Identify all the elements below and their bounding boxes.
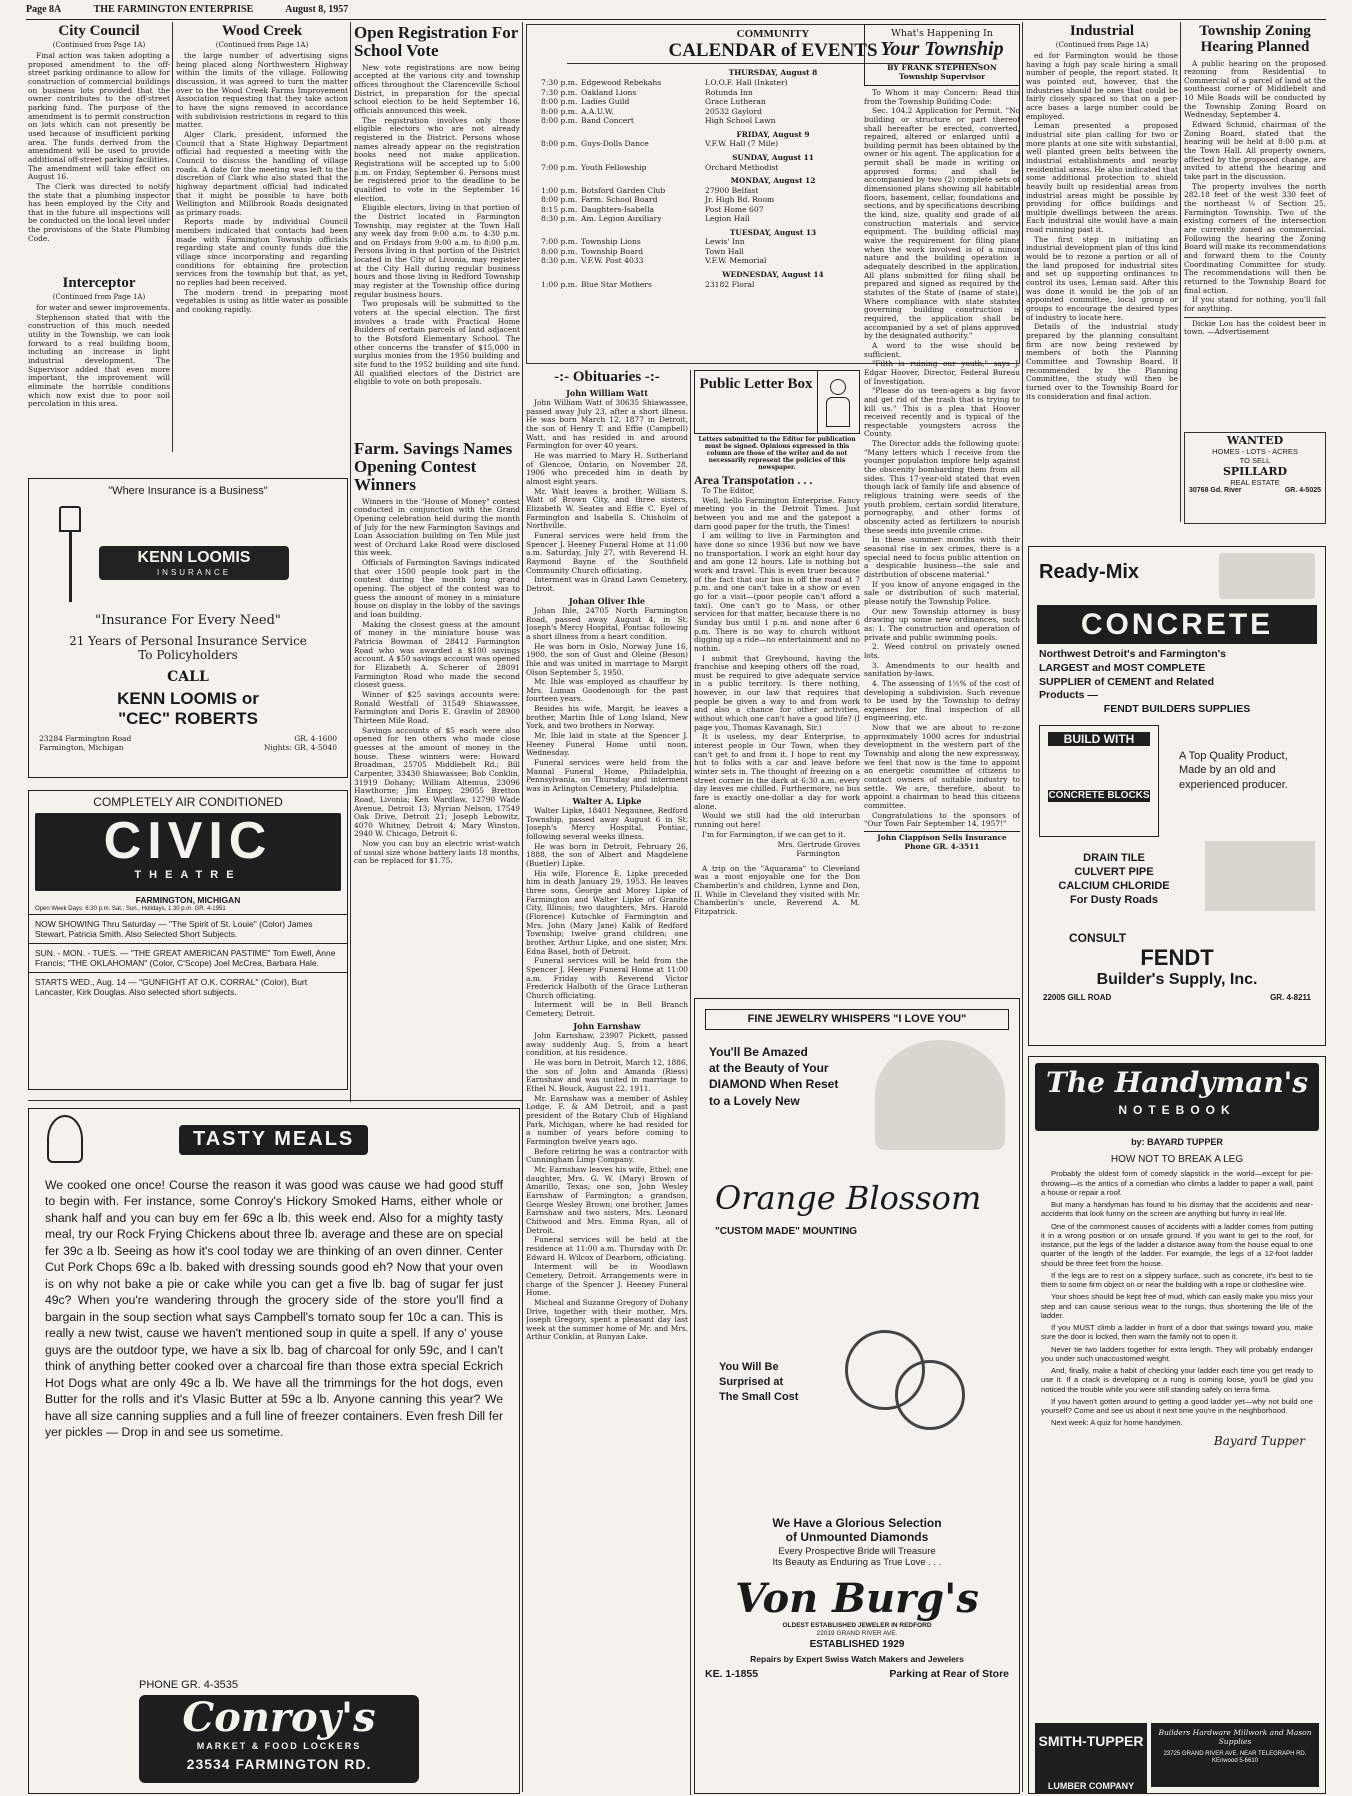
von-burgs-repairs: Repairs by Expert Swiss Watch Makers and Jewelers (750, 1653, 964, 1664)
concrete-line-3: SUPPLIER of CEMENT and Related (1039, 675, 1215, 688)
event-time: 8:00 p.m. (541, 139, 578, 149)
kenn-loomis-night-phone: Nights: GR. 4-5040 (263, 743, 337, 753)
interceptor-continued: (Continued from Page 1A) (52, 292, 146, 301)
column-rule (690, 370, 691, 1795)
civic-theatre-word: THEATRE (134, 869, 242, 882)
township-footer-phone: Phone GR. 4-3511 (904, 841, 980, 851)
orange-blossom-script: Orange Blossom (715, 1178, 982, 1217)
paragraph: Interment was in Grand Lawn Cemetery, Detroit. (526, 575, 688, 593)
your-township-headline: Your Township (880, 38, 1004, 61)
von-burgs-phone: KE. 1-1855 (705, 1668, 759, 1680)
calendar-day: FRIDAY, August 9 (736, 129, 810, 139)
consult: CONSULT (1069, 930, 1127, 945)
event-place: Rotunda Inn (705, 87, 753, 97)
event-time: 7:00 p.m. (541, 162, 578, 172)
paragraph: Details of the industrial study prepared by the planning consultant firm are now being reviewed by members of both the Planning Committee and Township Board. If recommended by the Planning Committee, the study will then be turned over to the Township Board for its consideration and final action. (1026, 322, 1178, 401)
jewelry-line-1: You'll Be Amazed (709, 1044, 808, 1059)
build-with: BUILD WITH (1048, 732, 1150, 746)
fendt-phone: GR. 4-8211 (1270, 992, 1311, 1002)
event-time: 8:00 p.m. (541, 116, 578, 126)
jewelry-glorious: We Have a Glorious Selection (772, 1515, 942, 1530)
fendt-address: 22005 GILL ROAD (1043, 992, 1112, 1002)
event-place: Legion Hall (705, 214, 750, 224)
event-place: Grace Lutheran (705, 97, 766, 107)
paragraph: Winners in the "House of Money" contest conducted in conjunction with the Grand Opening celebration held during the month of July for the new Farmington Savings and Loan Association building on Ten Mile just west of Orchard Lake Road were disclosed this week. (354, 496, 520, 558)
jewelry-surprise-3: The Small Cost (719, 1390, 799, 1403)
couple-illustration (875, 1040, 1005, 1150)
issue-date: August 8, 1957 (285, 4, 349, 15)
concrete-line-5: FENDT BUILDERS SUPPLIES (1103, 702, 1251, 715)
city-council-headline: City Council (58, 24, 140, 39)
smith-tupper-phone: KEnwood 5-6610 (1211, 1757, 1259, 1764)
obituary-name: John William Watt (566, 387, 648, 398)
paragraph: I'm for Farmington, if we can get to it. (702, 829, 846, 839)
paragraph: Would we still had the old interurban running out here! (694, 811, 860, 829)
calendar-day: MONDAY, August 12 (730, 176, 816, 186)
concrete-line-4: Products — (1039, 689, 1098, 702)
industrial-continued: (Continued from Page 1A) (1055, 40, 1149, 49)
concrete-line-1: Northwest Detroit's and Farmington's (1039, 648, 1227, 661)
culvert-pipe: CULVERT PIPE (1074, 865, 1154, 878)
paragraph: He was born in Detroit, March 12, 1886, the son of John and Amanda (Riess) Earnshaw and was united in marriage to Ethel N. Bouck, August 22, 1911. (526, 1058, 688, 1094)
paragraph: Final action was taken adopting a proposed amendment to the off-street parking ordinance to allow for construction of commercial buildings on business lots provided that the owner contributes to the off-street parking fund. The purpose of the amendment is to permit construction on lots which can not presently be used because of insufficient parking area. The funds derived from the amendment will be used to provide additional off-street parking facilities. The amendment will take effect on August 16. (28, 51, 170, 182)
event-place: I.O.O.F. Hall (Inkster) (705, 78, 788, 88)
handyman-notebook: NOTEBOOK (1118, 1103, 1236, 1117)
paragraph: To The Editor, (702, 486, 755, 496)
event-time: 7:00 p.m. (541, 237, 578, 247)
event-name: Farm. School Board (581, 195, 658, 205)
event-name: Botsford Garden Club (581, 185, 666, 195)
paragraph: If the legs are to rest on a slippery surface, such as concrete, it's best to tie them to some firm object on or near the building with a rope or clothesline wire. (1041, 1270, 1313, 1290)
paragraph: "Filth is ruining our youth," says J. Edgar Hoover, Director, Federal Bureau of Investigation. (864, 359, 1020, 386)
paragraph: John William Watt of 30635 Shiawassee, passed away July 23, after a short illness. He was born March 12, 1877 in Detroit, the son of Henry T. and Effie (Campbell) Watt, and has resided in and around Farmington for over 40 years. (526, 398, 688, 451)
kenn-loomis-phone: GR. 4-1600 (294, 734, 337, 744)
paragraph: Winner of $25 savings accounts were: Ronald Westfall of 31549 Shiawassee, Farmington and Doris E. Gravlin of 28900 Thirteen Mile Road. (354, 689, 520, 725)
industrial-article (1026, 24, 1178, 524)
paragraph: Well, hello Farmington Enterprise. Fancy meeting you in the Detroit Times. Just between you and me and the gatepost a darn good paper for the truth, the Times! (694, 495, 860, 531)
event-time: 1:00 p.m. (541, 279, 578, 289)
event-name: V.F.W. Post 4033 (581, 256, 644, 266)
handyman-logo: The Handyman's (1045, 1066, 1309, 1099)
obituaries-list (526, 389, 688, 1342)
jewelry-line-4: to a Lovely New (709, 1093, 800, 1108)
paragraph: Alger Clark, president, informed the Council that a State Highway Department official had requested a meeting with the Council to discuss the handling of village roads. A date for the meeting was left to the discretion of Clark who also stated that the highway department official had indicated that it might be possible to have both Wellington and Millbrook Roads designated as primary roads. (176, 129, 348, 217)
von-burgs-address: 22019 GRAND RIVER AVE. (816, 1629, 898, 1637)
paragraph: Congratulations to the sponsors of "Our Town Fair September 14, 1957!" (864, 810, 1020, 829)
event-name: Am. Legion Auxiliary (581, 214, 662, 224)
zoning-headline: Township Zoning Hearing Planned (1199, 24, 1311, 55)
paragraph: Never tie two ladders together for extra length. They will probably endanger you under such unaccustomed weight. (1041, 1344, 1313, 1363)
kenn-loomis-city: Farmington, Michigan (39, 743, 124, 753)
kenn-loomis-years: 21 Years of Personal Insurance Service (69, 634, 307, 649)
paragraph: Micheal and Suzanne Gregory of Dohany Drive, together with their mother, Mrs. Joseph Gregory, spent a pleasant day last week at the summer home of Mr. and Mrs. Arthur Conklin, at Runyan Lake. (526, 1297, 688, 1342)
civic-logo-panel (35, 813, 341, 891)
township-byline: BY FRANK STEPHENSON (887, 63, 997, 73)
paragraph: The registration involves only those eligible electors who are not already registered in the District. Persons whose names already appear on the registration books need not make application. Registrations will be accepted up to 5:00 p.m. on Friday, September 6. Persons must be registered prior to the deadline to be qualified to vote in the September 16 election. (354, 115, 520, 203)
event-place: V.F.W. Memorial (705, 256, 767, 266)
paragraph: Before retiring he was a contractor with Cunningham Limp Company. (526, 1146, 688, 1165)
paragraph: If you stand for nothing, you'll fall for anything. (1184, 295, 1326, 313)
paragraph: Now you can buy an electric wrist-watch of usual size whose battery lasts 18 months, can be replaced for $1.75. (354, 839, 520, 866)
civic-theatre-ad (28, 790, 348, 1090)
pipe-illustration (1205, 841, 1315, 911)
paragraph: It is useless, my dear Enterprise, to interest people in Our Town, when they can't get to and from it. I hope to rent my hut to folks with a car and leave before winter sets in. The thought of freezing on a street corner in the dark at 6:30 a.m. every day leaves me chilled. Furthermore, no bus fare is exactly one-dollar a day for work alone. (694, 732, 860, 811)
paragraph: 3. Amendments to our health and sanitation by-laws. (864, 660, 1020, 679)
event-time: 8:00 p.m. (541, 195, 578, 205)
smith-tupper-dealer: Builders Hardware Millwork and Mason Supplies (1158, 1728, 1312, 1746)
paragraph: New vote registrations are now being accepted at the various city and township offices throughout the Clarenceville School District, in preparation for the special school election to be held September 16, officials announced this week. (354, 62, 520, 115)
kenn-loomis-tagline: "Where Insurance is a Business" (108, 485, 268, 497)
paragraph: Your shoes should be kept free of mud, which can easily make you miss your step and can cause serious wear to the rungs, thus shortening the life of the ladder. (1041, 1292, 1313, 1320)
paragraph: Mr. Watt leaves a brother, William S. Watt of Brown City, and three sisters, Elizabeth W. Seates and Effie C. Eyel of Farmington and Isabella S. Chisholm of Northville. (526, 486, 688, 531)
event-place: Post Home 607 (705, 204, 764, 214)
chef-icon (47, 1115, 83, 1163)
von-burgs-established: ESTABLISHED 1929 (809, 1639, 905, 1651)
paragraph: Probably the oldest form of comedy slapstick in the world—except for pie-throwing—is the antics of a comedian who climbs a ladder to paper a wall, paint a house or repair a roof. (1041, 1169, 1313, 1197)
section-rule (28, 1100, 522, 1101)
conroys-logo-panel (139, 1695, 419, 1783)
industrial-headline: Industrial (1069, 24, 1135, 39)
paragraph: Two proposals will be submitted to the voters at the special election. The first involves a trade with Practical Home Builders of certain parcels of land adjacent to the Botsford Elementary School. The other concerns the transfer of $15,000 in surplus monies from the 1956 building and site fund to the 1952 building and site fund. All qualified electors of the District are eligible to vote on both proposals. (354, 299, 520, 387)
column-rule (172, 22, 173, 452)
paragraph: Mr. Earnshaw leaves his wife, Ethel; one daughter, Mrs. G. W. (Mary) Brown of Amarillo, Texas; one son, John Wesley Earnshaw of Farmington; a grandson, George Wesley Brown; one brother, James Earnshaw and two sisters, Mrs. Leonard Chitwood and Mrs. Emma Ryan, all of Detroit. (526, 1165, 688, 1235)
paragraph: The Director adds the following quote: "Many letters which I receive from the younger population implore help against the obscenity bombarding them from all sides. This 17-year-old stated that even though lack of family life and absence of religious training were seeds of the youth problem, certain sordid literature, pornography, and other forms of obscenity acted as fertilizers to nourish these seeds into juvenile crime. (864, 439, 1020, 535)
jewelry-line-3: DIAMOND When Reset (709, 1077, 839, 1092)
event-place: 23182 Floral (705, 279, 755, 289)
event-name: Daughters-Isabella (581, 204, 655, 214)
event-place: High School Lawn (705, 116, 776, 126)
event-name: Township Board (581, 246, 644, 256)
paragraph: The property involves the north 282.18 feet of the west 330 feet of the northeast ¼ of Section 25, Farmington Township. Two of the existing corners of the intersection are currently zoned as commercial. Following the hearing the Zoning Board will make its recommendations and forward them to the County Coordinating Committee for study. The recommendations will then be returned to the Township Board for final action. (1184, 181, 1326, 295)
paragraph: Reports made by individual Council members indicated that contacts had been made with Farmington Township officials regarding state and county funds due the village since incorporating and regarding conditions for obtaining fire protection services from the township but that, as yet, no replies had been received. (176, 217, 348, 288)
event-place: 20532 Gaylord (705, 106, 762, 116)
quality-product: A Top Quality Product, Made by an old and experienced producer. (1179, 749, 1288, 792)
tasty-meals-copy: We cooked one once! Course the reason it was good was cause we had good stuff to begin with. Fer instance, some Conroy's Hickory Smoked Hams, either whole or shank half and you can buy em fer 69c a lb. this week end. Also for a mighty tasty meal, try our Rock Frying Chickens about three lb. average and these are on special fer 39c a lb. Seeing as how it's cool today we are thinking of an oven dinner. Center Cut Pork Chops 69c a lb. baked with dressing sounds good eh? Now that your oven is on why not bake a pie or cake while you can get a five lb. bag of sugar fer just 49c? When you're wandering through the grocery side of the store you'll find a bargain in the soup section what says Campbell's tomato soup fer 10c a can. This is really a new twist, cause we haven't mentioned soup in quite a spell. If any o' youse guys are the outdoor type, we have a six lb. bag of charcoal for only 59c, and I can't think of anything better cooked over a charcoal fire than those extra special Eckrich Hot Dogs what are only 49c a lb. We have all the trimmings for the hot dogs, even Butter for the rolls and it's Vlasic Butter at 59c a lb. Anyone canning this year? We have all size canning supplies and a full line of freezer containers. Even fresh Dill fer yer pickles — Drop in and see us sometime. (45, 1178, 503, 1440)
jewelry-treasure: Every Prospective Bride will Treasure (778, 1546, 936, 1558)
paragraph: Mr. Ihle laid in state at the Spencer J. Heeney Funeral Home until noon, Wednesday. (526, 731, 688, 758)
paragraph: He was born in Oslo, Norway June 16, 1900, the son of Gust and Oleine (Beson) Ihle and was united in marriage to Margit Olson September 5, 1950. (526, 641, 688, 677)
event-time: 8:00 p.m. (541, 246, 578, 256)
event-place: Jr. High Bd. Room (705, 195, 775, 205)
township-footer: John Clappison Sells Insurance (877, 833, 1007, 843)
paragraph: Interment will be in Bell Branch Cemetery, Detroit. (526, 1000, 688, 1019)
paragraph: A trip on the "Aquarama" to Cleveland was a most enjoyable one for the Don Chamberlin's and children, Lynne and Don, II. While in Cleveland they visited with Mr. Chamberlin's uncle, Reverend A. M. Fitzpatrick. (694, 863, 860, 917)
township-zoning-article (1184, 24, 1326, 394)
event-place: Orchard Methodist (705, 162, 779, 172)
event-time: 8:30 p.m. (541, 256, 578, 266)
event-name: Youth Fellowship (581, 162, 647, 172)
obituary-name: Johan Oliver Ihle (568, 595, 646, 606)
open-registration-article (354, 24, 520, 434)
paragraph: "Please do us teen-agers a big favor and get rid of the trash that is trying to kill us." This is a plea that Hoover received recently and is typical of the respectable youngsters across the County. (864, 386, 1020, 439)
farm-savings-headline: Farm. Savings Names Opening Contest Winners (354, 440, 513, 494)
von-burgs-parking: Parking at Rear of Store (889, 1668, 1009, 1680)
kenn-loomis-names: KENN LOOMIS or (117, 689, 259, 709)
event-name: Blue Star Mothers (581, 279, 652, 289)
paragraph: Funeral services will be held from the Spencer J. Heeney Funeral Home at 11:00 a.m. Friday with Reverend Victor Frederick Halboth of the Grace Lutheran Church officiating. (526, 956, 688, 1000)
ring-icon (895, 1360, 965, 1430)
city-council-continued: (Continued from Page 1A) (52, 40, 146, 49)
paragraph: Next week: A quiz for home handymen. (1051, 1418, 1183, 1428)
paragraph: If you know of anyone engaged in the sale or distribution of such material, please notify the Township Police. (864, 579, 1020, 606)
paragraph: The Clerk was directed to notify the state that a plumbing inspector has been employed by the City and that in the future all inspections will be conducted on the local level under the provisions of the State Plumbing Code. (28, 181, 170, 243)
drain-tile: DRAIN TILE (1083, 851, 1145, 864)
township-body (864, 89, 1020, 829)
smith-tupper-logo: SMITH-TUPPER (1038, 1733, 1144, 1749)
obituary-name: Walter A. Lipke (572, 795, 642, 806)
civic-city: FARMINGTON, MICHIGAN (135, 895, 241, 906)
spillard-real-estate-ad (1184, 432, 1326, 524)
paragraph: One of the commonest causes of accidents with a ladder comes from putting it in a wrong position or on unsafe ground. If you want to get to the roof, for instance, put the legs of the ladder a distance away from the house equal to one quarter of the length of the ladder. For example, the legs of a 12-foot ladder should be three feet from the house. (1041, 1221, 1313, 1268)
event-time: 8:00 p.m. (541, 106, 578, 116)
event-name: Band Concert (581, 116, 634, 126)
event-place: 27900 Belfast (705, 185, 759, 195)
farm-savings-article (354, 440, 520, 1090)
event-name: Oakland Lions (581, 87, 637, 97)
paragraph: If you MUST climb a ladder in front of a door that swings toward you, make sure the door is locked, then warn the family not to open it. (1041, 1323, 1313, 1342)
obituaries-headline: -:- Obituaries -:- (554, 370, 660, 385)
paragraph: Now that we are about to re-zone approximately 1000 acres for industrial development in the western part of the Township and along the new expressway, we feel that now is the time to appoint an energetic committee of citizens to contact owners of suitable industry to settle. We are, therefore, about to appoint a chairman to head this citizens committee. (864, 723, 1020, 811)
wood-creek-continued: (Continued from Page 1A) (215, 40, 309, 49)
von-burgs-jewelry-ad (694, 998, 1020, 1794)
paragraph: He was married to Mary H. Sutherland of Glencoe, Ontario, on November 28, 1906 who preceded him in death by almost eight years. (526, 451, 688, 487)
civic-now-showing: NOW SHOWING Thru Saturday — "The Spirit of St. Louie" (Color) James Stewart, Patricia Smith. Also Selected Short Subjects. (29, 915, 347, 944)
paragraph: Officials of Farmington Savings indicated that over 1500 people took part in the contest during the month long grand opening. The object of the contest was to guess the amount of money in a miniature house on display in the lobby of the savings and loan building. (354, 558, 520, 620)
handyman-body (1029, 1169, 1325, 1427)
spillard-to-sell: TO SELL (1239, 455, 1271, 465)
letter-signature-place: Farmington (796, 849, 840, 859)
event-name: Edgewood Rebekahs (581, 78, 662, 88)
event-place: Lewis' Inn (705, 237, 745, 247)
event-time: 1:00 p.m. (541, 185, 578, 195)
civic-air-conditioned: COMPLETELY AIR CONDITIONED (93, 795, 283, 809)
paragraph: John Earnshaw, 23907 Pickett, passed away suddenly Aug. 5, from a heart condition, at his residence. (526, 1031, 688, 1058)
lamp-icon (59, 506, 81, 532)
spillard-real-estate: REAL ESTATE (1230, 477, 1280, 487)
kenn-loomis-ad (28, 478, 348, 778)
wood-creek-headline: Wood Creek (221, 24, 303, 39)
paragraph: 4. The assessing of 1½% of the cost of developing a subdivision. Such revenue to be used by the Township to defray expenses for final inspection of all engineering, etc. (864, 678, 1020, 723)
kenn-loomis-call: CALL (167, 668, 209, 685)
fendt-logo: FENDT (1140, 944, 1214, 970)
concrete-blocks: CONCRETE BLOCKS (1048, 789, 1150, 801)
event-time: 7:30 p.m. (541, 87, 578, 97)
spillard-homes: HOMES - LOTS - ACRES (1212, 446, 1298, 456)
conroys-subtitle: MARKET & FOOD LOCKERS (196, 1741, 362, 1751)
sign-subtext: INSURANCE (156, 567, 232, 577)
calendar-day: TUESDAY, August 13 (729, 227, 817, 237)
paragraph: I am willing to live in Farmington and have done so since 1936 but now we have no transportation. I work an eight hour day and am gone 12 hours. Life is nothing but work and travel. This is even truer because of the fact that our bus is off the road at 7 p.m. and one can't take in a show or even go for a visit—(poor people can't afford a taxi). One can't go to Mass, or other services for that matter, because there is no Sunday bus until 1 p.m. and none after 6 p.m. There is no way to church without digging up a ride—no entertainment and no nothin. (694, 531, 860, 653)
masthead (26, 4, 1326, 20)
jewelry-surprise-2: Surprised at (719, 1375, 784, 1388)
interceptor-article (28, 276, 170, 452)
paragraph: And, finally, make a habit of checking your ladder each time you get ready to use it. If a crack is developing or a rung is coming loose, you'll be glad you noticed the trouble while you were still standing safely on terra firma. (1041, 1366, 1313, 1394)
township-pre-title: What's Happening In (891, 28, 993, 39)
paragraph: the large number of advertising signs being placed along Northwestern Highway within the limits of the village. Following discussion, it was agreed to turn the matter over to the Wood Creek Farms Improvement Association requesting that they take action to have the signs removed in accordance with subdivision restrictions in regard to this matter. (176, 51, 348, 130)
paragraph: The first step in initiating an industrial development plan of this kind would be to rezone a portion or all of the land proposed for industrial sites and set up supporting ordinances to control its uses, Leman said. After this was done it would be the job of an appointed committee, local group or groups to encourage the desired types of industry to locate here. (1026, 234, 1178, 322)
kenn-loomis-policyholders: To Policyholders (138, 648, 238, 663)
paper-name: THE FARMINGTON ENTERPRISE (93, 4, 254, 15)
kenn-loomis-names-2: "CEC" ROBERTS (118, 709, 258, 729)
calendar-label: COMMUNITY (736, 28, 810, 40)
paragraph: Sec. 104.2 Application for Permit. "No building or structure or part thereof shall hereafter be erected, converted, repaired, altered or enlarged until a building permit has been obtained by the owner or his agent. The application for a permit shall be made in writing on approved forms; and shall be accompanied by two (2) complete sets of dimensioned plans showing all habitable floors, basement, cellar, foundations and sections, and by specifications describing the kind, size, quality and grade of all construction materials and service equipment. The building official may waive the requirement for filing plans when the work involved is of a minor nature and the building operation is adequately described in the application. All plans submitted for filing shall be prepared and signed as required by the statutes of the State of (name of state). Where compliance with state statutes governing building construction is required, the application shall be accompanied by a set of plans approved by the designated authority." (864, 106, 1020, 341)
public-letter-box (694, 370, 860, 990)
paragraph: ed for Farmington would be those having a high pay scale hiring a small number of people, the report stated. It was pointed out, however, that the industries should be ones that could be fairly closely spaced so that on a per-acre bases a large number could be employed. (1026, 51, 1178, 121)
advertisement-line: Dickie Lou has the coldest beer in town. —Advertisement (1184, 318, 1326, 337)
open-registration-headline: Open Registration For School Vote (354, 24, 519, 60)
paragraph: Funeral services were held from the Spencer J. Heeney Funeral Home at 11:00 a.m. Saturday, July 27, with Reverend H. Raymond Bayne of the Southfield Community Church officiating. (526, 530, 688, 575)
kenn-loomis-sign (99, 546, 289, 580)
von-burgs-oldest: OLDEST ESTABLISHED JEWELER IN REDFORD (782, 1621, 932, 1629)
jewelry-line-2: at the Beauty of Your (709, 1061, 829, 1076)
paragraph: Savings accounts of $5 each were also opened for ten others who made close guesses at the amount of money in the house. These winners were: Howard Broadman, 25705 Middlebelt Rd.; Bill Carpenter, 33430 Shiawassee; Bob Conklin, 31919 Dohany; William Altemus, 23096 Hawthorne; Jim Empey, 29055 Bretton Road, Livonia; Ken Wardlaw, 12790 Wade Avenue, Detroit 13; Myrian Nelson, 17549 Oak Drive, Detroit 21; Joseph Lebowitz, 4070 Whitney, Detroit 4; Mary Winston, 2940 W. Chicago, Detroit 6. (354, 725, 520, 839)
paragraph: 2. Weed control on privately owned lots. (864, 642, 1020, 660)
column-rule (1022, 22, 1023, 1792)
township-role: Township Supervisor (899, 72, 985, 82)
event-name: Township Lions (581, 237, 641, 247)
event-time: 8:15 p.m. (541, 204, 578, 214)
paragraph: Leman presented a proposed industrial site plan calling for two or more plants at one site with substantial, well planted green belts between the industrial establishments and nearby residential areas. He also indicated that some additional protection to shield heavily built up residential areas from industrial areas might be possible by providing for office buildings and multiple dwellings between the areas. Each industrial site would have a main road running past it. (1026, 121, 1178, 235)
event-name: A.A.U.W. (581, 106, 614, 116)
paragraph: Johan Ihle, 24705 North Farmington Road, passed away August 4, in St. Joseph's Mercy Hospital, Pontiac following a short illness from a heart condition. (526, 605, 688, 641)
smith-tupper-details (1151, 1723, 1319, 1787)
page-number: Page 8A (26, 4, 62, 15)
ready-mix-logo: Ready-Mix (1039, 561, 1140, 583)
builders-supply: Builder's Supply, Inc. (1096, 970, 1258, 988)
paragraph: The modern trend in preparing most vegetables is using as little water as possible and cooking rapidly. (176, 287, 348, 315)
paragraph: Funeral services will be held at the residence at 11:00 a.m. Thursday with Dr. Edward H. Wilcox of Dearborn, officiating. (526, 1235, 688, 1262)
conroys-tasty-meals-ad (28, 1108, 520, 1794)
paragraph: A word to the wise should be sufficient. (864, 340, 1020, 359)
paragraph: Funeral services were held from the Mannal Funeral Home, Philadelphia, Pennsylvania, on Thursday and interment was in Arlington Cemetery, Philadelphia. (526, 758, 688, 794)
jewelry-banner: FINE JEWELRY WHISPERS "I LOVE YOU" (705, 1009, 1009, 1030)
city-council-article (28, 24, 170, 274)
paragraph: But many a handyman has found to his dismay that the accidents and near-accidents that look funny on the screen are anything but funny in real life. (1041, 1200, 1313, 1219)
smith-tupper-lumber: LUMBER COMPANY (1035, 1780, 1147, 1793)
civic-logo: CIVIC (103, 812, 273, 871)
calendar-day: WEDNESDAY, August 14 (722, 269, 824, 279)
event-name: Ladies Guild (581, 97, 630, 107)
event-time: 8:30 p.m. (541, 214, 578, 224)
paragraph: He was born in Detroit, February 26, 1888, the son of Albert and Magdelene (Buetler) Lipke. (526, 841, 688, 868)
kenn-loomis-address: 23284 Farmington Road (39, 734, 132, 744)
wood-creek-article (176, 24, 348, 452)
paragraph: A public hearing on the proposed rezoning from Residential to Commercial of a parcel of land at the southeast corner of Middlebelt and 10 Mile Roads will be conducted by the Township Zoning Board on Wednesday, September 4. (1184, 58, 1326, 120)
handyman-byline: by: BAYARD TUPPER (1131, 1137, 1223, 1147)
fendt-concrete-ad (1028, 546, 1326, 1046)
spillard-address: 30768 Gd. River (1189, 487, 1242, 495)
calendar-day: SUNDAY, August 11 (732, 152, 814, 162)
paragraph: Mr. Earnshaw was a member of Ashley Lodge, F. & AM Detroit, and a past president of the Rotary Club of Highland Park, Michigan, where he had resided for a number of years before coming to Farmington twelve years ago. (526, 1093, 688, 1147)
letter-box-headline: Public Letter Box (699, 376, 813, 392)
concrete-banner: CONCRETE (1037, 605, 1317, 644)
paragraph: His wife, Florence E. Lipke preceded him in death January 29, 1953. He leaves three sons, George and Morey Lipke of Farmington and Walter Lipke of Granite City, Illinois; two daughters, Mrs. Harold (Florence) Kutschke of Farmington and Mrs. John (Mary Jane) Kalik of Redford Township; twelve grand children; one brother, Arthur Lipke, and one sister, Mrs. Edna Basel, both of Detroit. (526, 868, 688, 956)
civic-sun-mon-tues: SUN. - MON. - TUES. — "THE GREAT AMERICAN PASTIME" Tom Ewell, Anne Francis; "THE OKLAHOMAN" (Color, C'Scope) Joel McCrea, Barbara Hale. (29, 944, 347, 973)
paragraph: Besides his wife, Margit, he leaves a brother, Martin Ihle of Long Island, New York, and two brothers in Norway. (526, 704, 688, 731)
conroys-phone: PHONE GR. 4-3535 (139, 1679, 239, 1691)
jewelry-enduring: Its Beauty as Enduring as True Love . . . (772, 1557, 942, 1569)
civic-hours: Open Week Days: 6:30 p.m. Sat., Sun., Holidays, 1:30 p.m. GR. 4-1951 (29, 905, 347, 915)
concrete-blocks-illustration (1039, 725, 1159, 837)
event-place: Town Hall (705, 246, 744, 256)
conroys-logo: Conroy's (182, 1694, 376, 1741)
concrete-line-2: LARGEST and MOST COMPLETE (1039, 662, 1206, 675)
column-rule (350, 22, 351, 1102)
calcium-chloride: CALCIUM CHLORIDE (1058, 880, 1170, 893)
calendar-headline: CALENDAR of EVENTS (567, 41, 979, 65)
custom-made-mounting: "CUSTOM MADE" MOUNTING (715, 1225, 858, 1237)
paragraph: Our new Township attorney is busy drawing up some new ordinances, such as: 1. The construction and operation of private and public swimming pools. (864, 606, 1020, 642)
letter-signature: Mrs. Gertrude Groves (777, 840, 860, 850)
paragraph: Walter Lipke, 18401 Negaunee, Redford Township, passed away August 6 in St. Joseph's Mercy Hospital, Pontiac, following several weeks illness. (526, 806, 688, 842)
column-rule (1180, 22, 1181, 522)
smith-tupper-address: 23725 GRAND RIVER AVE. NEAR TELEGRAPH RD. (1163, 1750, 1307, 1757)
obituary-name: John Earnshaw (573, 1020, 641, 1031)
spillard-phone: GR. 4-5025 (1284, 487, 1321, 495)
conroys-address: 23534 FARMINGTON RD. (186, 1755, 372, 1772)
handymans-notebook-ad (1028, 1056, 1326, 1794)
paragraph: Eligible electors, living in that portion of the District located in Farmington Township, may register at the Town Hall any week day from 9:00 a.m. to 4:30 p.m. and on Fridays from 9:00 a.m. to 8:00 p.m. Persons living in that portion of the District located in the City of Livonia, may register at the City Hall during regular business hours and those living in Redford Township may register at the Township office during regular business hours. (354, 203, 520, 299)
your-township-column (864, 24, 1020, 990)
event-place: V.F.W. Hall (7 Mile) (705, 139, 779, 149)
paragraph: Interment will be in Woodlawn Cemetery, Detroit. Arrangements were in charge of the Spencer J. Heeney Funeral Home. (526, 1262, 688, 1298)
spillard-wanted: WANTED (1226, 434, 1284, 447)
civic-starts-wed: STARTS WED., Aug. 14 — "GUNFIGHT AT O.K. CORRAL" (Color), Burt Lancaster, Kirk Douglas. Also selected short subjects. (35, 977, 308, 998)
obituaries-column (526, 370, 688, 1794)
paragraph: for water and sewer improvements. (36, 303, 170, 312)
handyman-signature: Bayard Tupper (1213, 1433, 1305, 1448)
handyman-logo-panel (1035, 1063, 1319, 1131)
paragraph: If you haven't gotten around to getting a good ladder yet—why not build one yourself? Come and see us about it next time you're in the neighborhood. (1041, 1396, 1313, 1416)
spillard-name: SPILLARD (1222, 464, 1288, 478)
von-burgs-logo: Von Burg's (735, 1574, 979, 1622)
event-name: Guys-Dolls Dance (581, 139, 649, 149)
lamp-post (69, 532, 72, 602)
sign-text: KENN LOOMIS (137, 548, 251, 566)
paragraph: Mr. Ihle was employed as chauffeur by Mrs. Luman Goodenough for the past fourteen years. (526, 677, 688, 704)
smith-tupper-logo-panel (1035, 1723, 1147, 1787)
paragraph: In these summer months with their seasonal rise in sex crimes, there is a special need to focus public attention on a despicable business—the sale and distribution of obscene material." (864, 535, 1020, 579)
paragraph: Edward Schmid, chairman of the Zoning Board, stated that the hearing will be held at 8:00 p.m. at the Town Hall. All property owners, affected by the proposed change, are invited to attend the hearing and take part in the discussion. (1184, 120, 1326, 182)
paragraph: To Whom it may Concern: Read this from the Township Building Code: (864, 87, 1020, 106)
event-time: 7:30 p.m. (541, 78, 578, 88)
jewelry-unmounted: of Unmounted Diamonds (785, 1530, 929, 1545)
jewelry-surprise-1: You Will Be (719, 1360, 779, 1373)
tasty-meals-banner: TASTY MEALS (179, 1125, 368, 1155)
kenn-loomis-slogan: "Insurance For Every Need" (95, 612, 281, 628)
interceptor-headline: Interceptor (62, 276, 136, 291)
truck-illustration (1219, 553, 1315, 599)
paragraph: Making the closest guess at the amount of money in the miniature house was Patricia Bowman of 28412 Farmington Road who was awarded a $100 savings account. A $50 savings account was opened for Elizabeth A. Scherer of 28091 Farmington Road who made the second closest guess. (354, 619, 520, 690)
letter-subhead: Area Transpotation . . . (694, 473, 813, 488)
handyman-title: HOW NOT TO BREAK A LEG (1110, 1153, 1244, 1165)
letter-box-note: Letters submitted to the Editor for publication must be signed. Opinions expressed in this column are those of the writer and do not necessarily represent the policies of this newspaper. (698, 436, 856, 471)
event-time: 8:00 p.m. (541, 97, 578, 107)
paragraph: I submit that Greyhound, having the franchise and keeping others off the road, must be required to give adequate service in a public territory. Is there nothing, however, in our law that requires that people be given a way to and from work and also a chance for other activities, without which one can't have a good life? (I page you, Thomas Kavanagh, Sir.) (694, 653, 860, 732)
dusty-roads: For Dusty Roads (1069, 894, 1158, 907)
calendar-day: THURSDAY, August 8 (728, 68, 818, 78)
letter-box-figure-icon (817, 371, 859, 433)
column-rule (522, 22, 523, 1792)
paragraph: Stephenson stated that with the construction of this much needed utility in the Township, we can look forward to a real building boom, including an increase in light industrial development. The Supervisor added that even more important, the improvement will eliminate the horrible conditions which now exist due to poor soil percolation in this area. (28, 312, 170, 409)
